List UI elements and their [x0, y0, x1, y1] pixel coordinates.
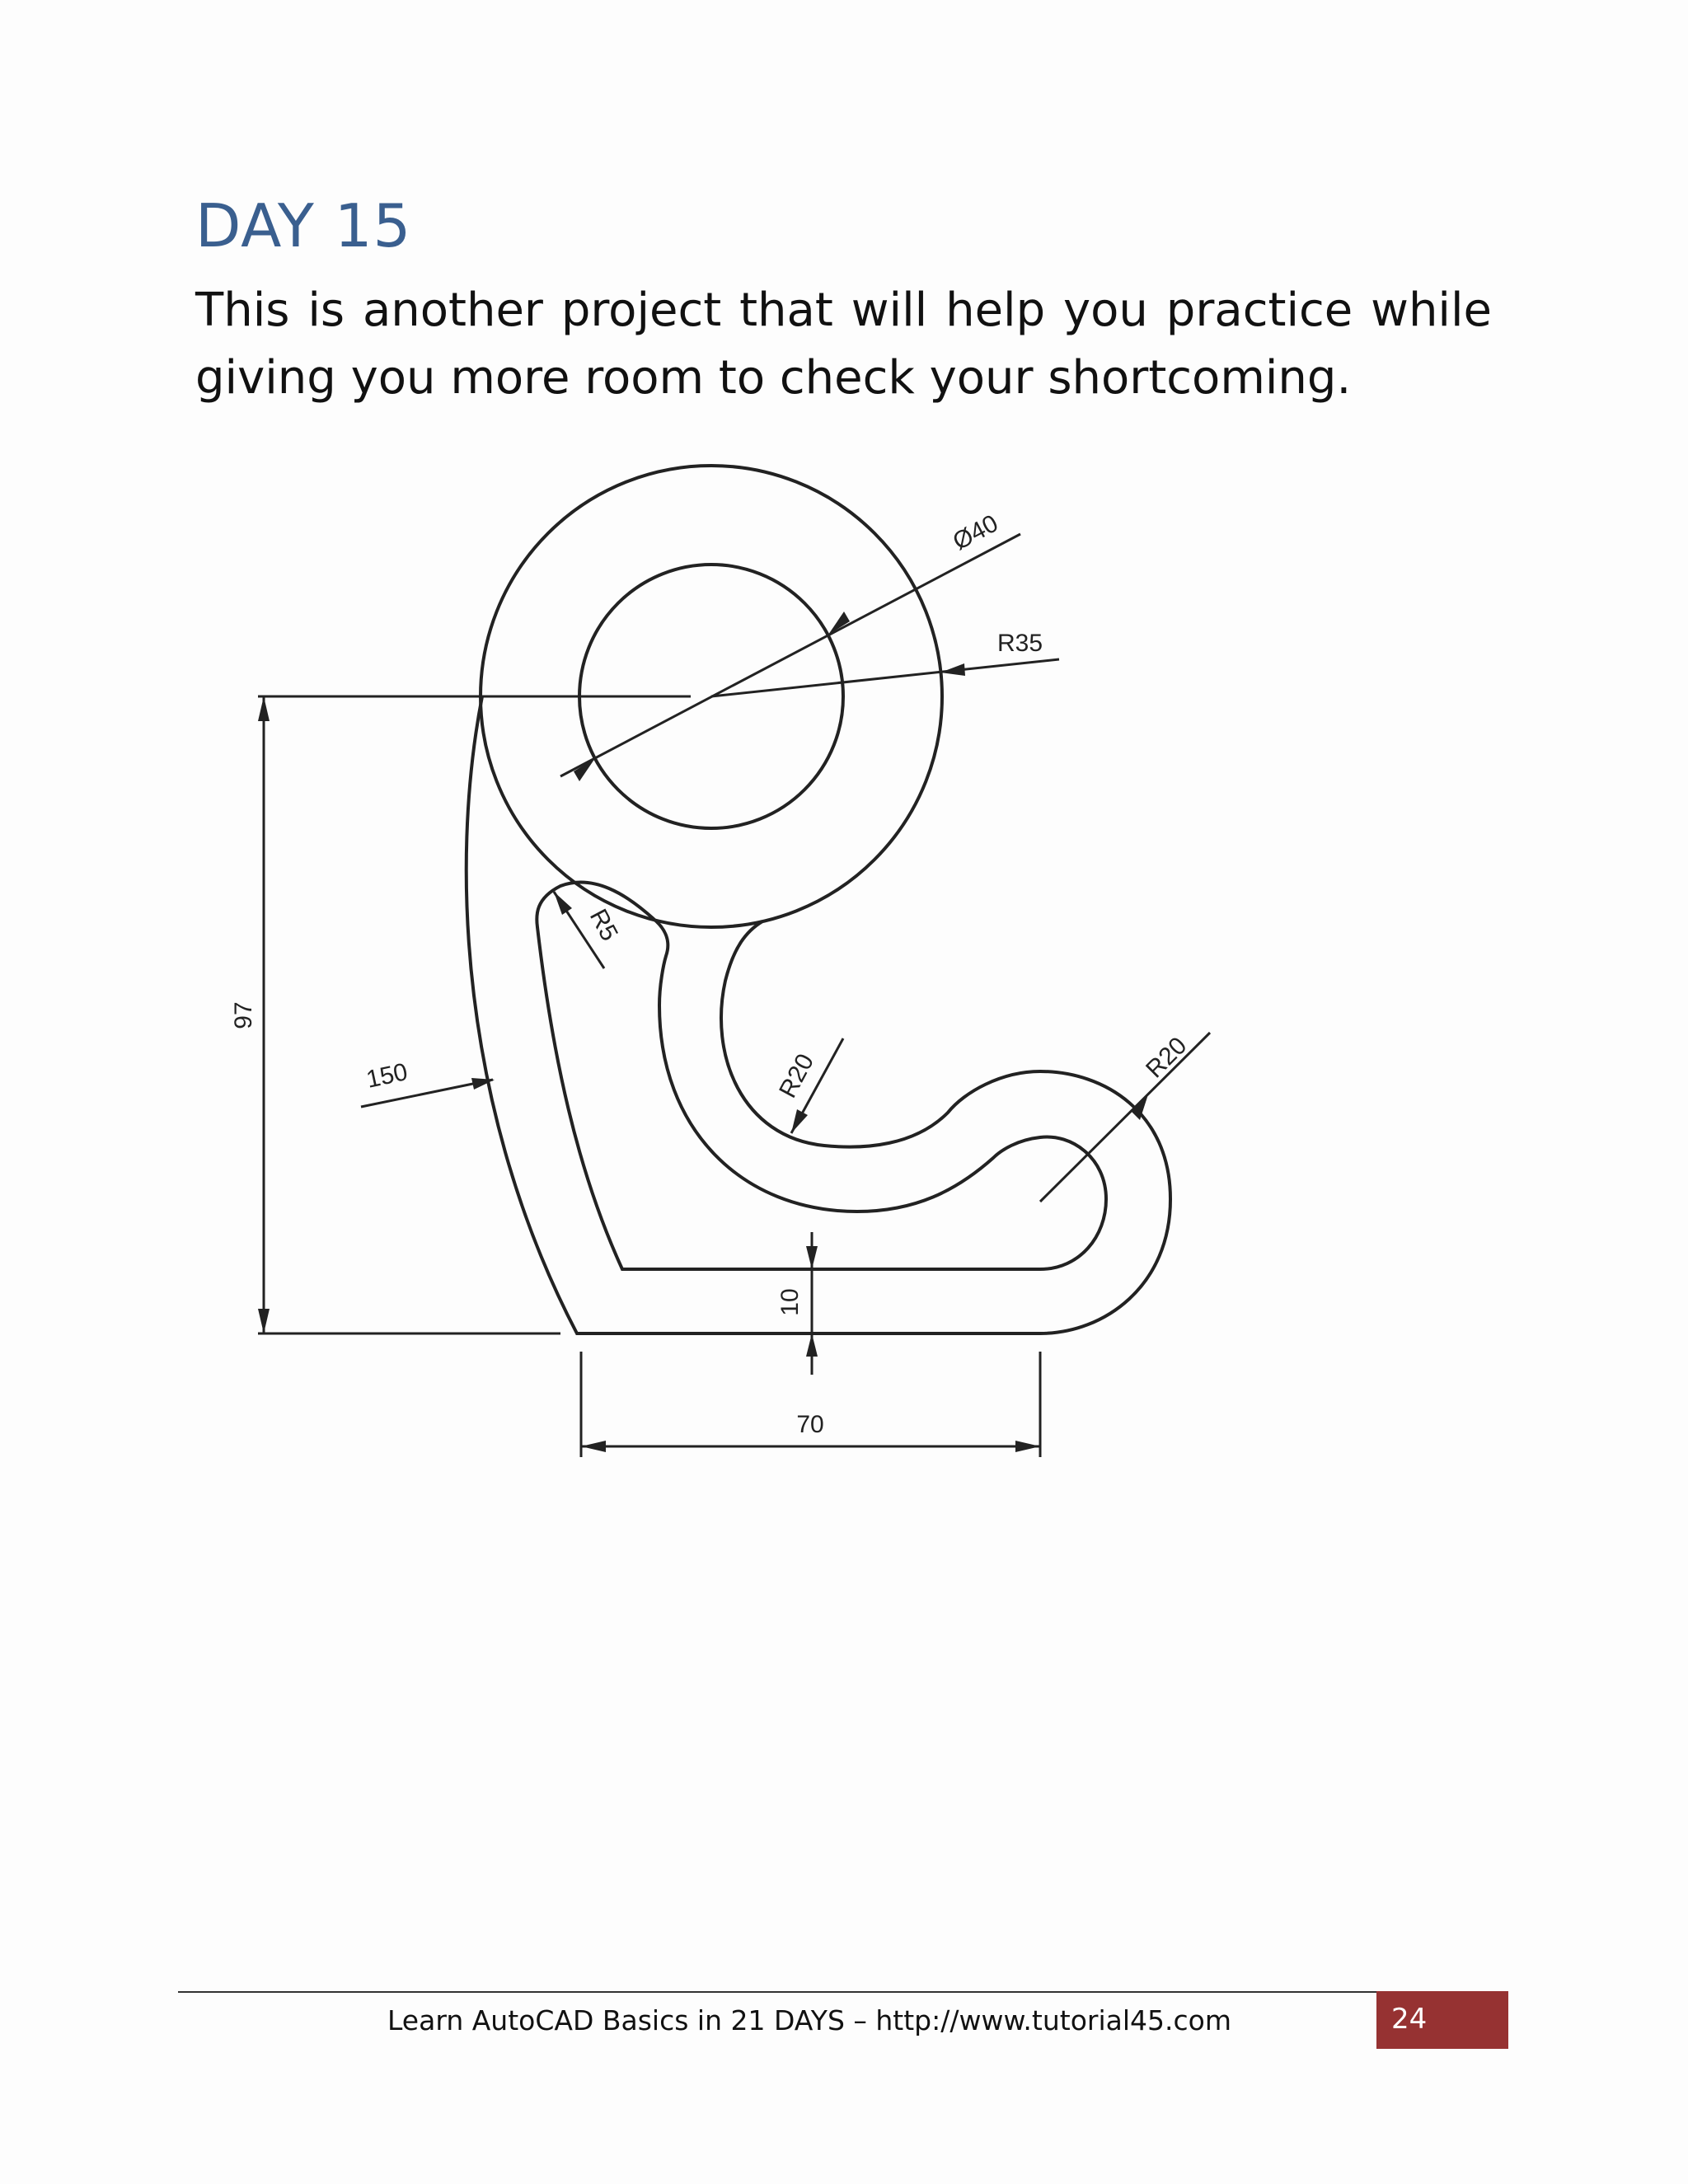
- dim70-arrow-left: [581, 1441, 606, 1452]
- r35-label: R35: [997, 630, 1043, 657]
- dim10-arrow-bottom: [806, 1333, 818, 1357]
- dim97-arrow-top: [258, 696, 270, 721]
- r5-label: R5: [584, 904, 623, 946]
- body-paragraph: This is another project that will help you practice while giving you more room to check your shortcoming.: [195, 284, 1492, 405]
- outer-profile: [467, 696, 1170, 1333]
- dim97-arrow-bottom: [258, 1309, 270, 1333]
- dim70-arrow-right: [1015, 1441, 1040, 1452]
- dim10-label: 10: [776, 1288, 804, 1316]
- dia40-arrow-a: [574, 758, 595, 781]
- r20-left-label: R20: [774, 1049, 820, 1103]
- dim150-label: 150: [363, 1058, 410, 1094]
- dim97-label: 97: [230, 1001, 257, 1029]
- footer-text: Learn AutoCAD Basics in 21 DAYS – http://www.tutorial45.com: [387, 2004, 1231, 2036]
- r20-right-label: R20: [1141, 1032, 1193, 1084]
- r35-arrow: [940, 663, 965, 676]
- page-heading: DAY 15: [195, 191, 412, 260]
- dim10-arrow-top: [806, 1246, 818, 1269]
- dia40-label: Ø40: [948, 509, 1003, 556]
- r20-left-arrow: [791, 1109, 808, 1133]
- dim150-arrow: [471, 1078, 495, 1090]
- dia40-arrow-b: [828, 612, 850, 635]
- footer-rule: [178, 1991, 1376, 1993]
- page-number: 24: [1376, 1991, 1508, 2049]
- dia40-leader: [560, 534, 1020, 776]
- r5-arrow: [554, 892, 572, 915]
- dim70-label: 70: [796, 1411, 824, 1438]
- r35-leader: [711, 659, 1059, 696]
